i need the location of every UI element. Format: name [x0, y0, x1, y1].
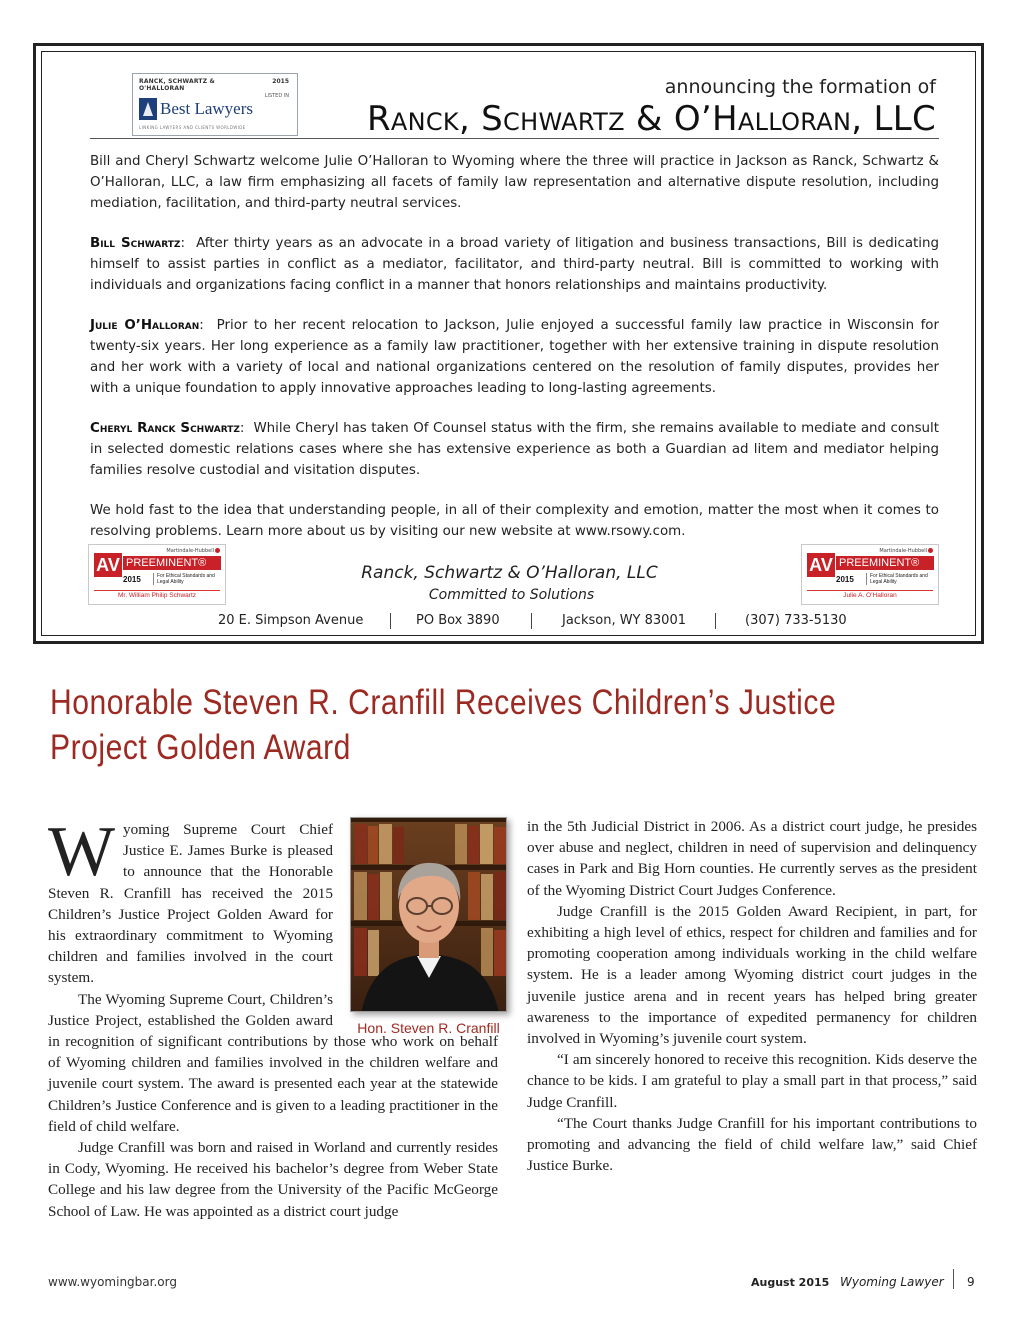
best-lawyers-badge: [132, 73, 298, 136]
av-person: Mr. William Philip Schwartz: [94, 590, 220, 601]
ad-body: [90, 151, 939, 561]
drop-cap: W: [48, 813, 116, 891]
contact-phone: (307) 733-5130: [745, 613, 847, 628]
best-lawyers-listed: LISTED IN: [264, 93, 289, 99]
preeminent-label: PREEMINENT®: [123, 556, 221, 570]
ad-contact-row: [212, 611, 852, 631]
bio-text: After thirty years as an advocate in a broad variety of litigation and business transactions, Bill is dedicating himself to assist parties in conflict as a mediator, facilitator, and third-party neutral. Bill is committed to working with individuals and organizations facing conflict in a manner that honors relationships and maintains productivity.: [90, 236, 939, 293]
av-standards: For Ethical Standards and Legal Ability: [153, 573, 223, 585]
firm-title: Ranck, Schwartz & O’Halloran, LLC: [366, 99, 936, 139]
photo-wrap-spacer: [333, 819, 498, 1031]
av-year: 2015: [123, 575, 141, 584]
preeminent-label: PREEMINENT®: [836, 556, 934, 570]
ad-footer-firm-name: Ranck, Schwartz & O’Halloran, LLC: [361, 563, 658, 583]
footer-website: www.wyomingbar.org: [48, 1275, 177, 1289]
bio-text: While Cheryl has taken Of Counsel status with the firm, she remains available to mediate and consult in selected domestic relations cases where she has extensive experience as both a Guardian ad litem and mediator helping families resolve custodial and visitation disputes.: [90, 421, 939, 478]
contact-separator: [390, 613, 391, 629]
av-rating: AV: [94, 553, 122, 577]
article-column-right: [527, 816, 977, 1176]
contact-address: 20 E. Simpson Avenue: [218, 613, 364, 628]
best-lawyers-name: Best Lawyers: [160, 99, 254, 118]
ad-closing: We hold fast to the idea that understanding people, in all of their complexity and emotion, matter the most when it comes to resolving problems. Learn more about us by visiting our new website at www.rsowy.com.: [90, 503, 939, 539]
best-lawyers-tagline: LINKING LAWYERS AND CLIENTS WORLDWIDE: [139, 125, 246, 130]
announcement-ad-inner: [41, 51, 976, 636]
article-paragraph: Judge Cranfill is the 2015 Golden Award Recipient, in part, for exhibiting a high level of ethics, respect for children and families and for promoting cooperation among individuals working in the child welfare system. He is a leader among Wyoming district court judges in the juvenile justice arena and in recent years has helped bring greater awareness to the importance of expedited permanency for children involved in Wyoming’s juvenile court system.: [527, 902, 977, 1048]
article-column-left: [48, 813, 498, 1222]
footer-issue-date: August 2015: [751, 1276, 830, 1289]
martindale-hubbell-label: Martindale-Hubbell: [166, 548, 220, 554]
bio-text: Prior to her recent relocation to Jackson, Julie enjoyed a successful family law practice in Wisconsin for twenty-six years. Her long experience as a family law practitioner, together with her extensive training in dispute resolution and her work with a variety of local and national organizations centered on the resolution of family disputes, provides her with a unique foundation to apply innovative approaches leading to long-lasting agreements.: [90, 318, 939, 396]
contact-city: Jackson, WY 83001: [562, 613, 686, 628]
ad-footer-slogan: Committed to Solutions: [428, 587, 595, 603]
martindale-hubbell-label: Martindale-Hubbell: [879, 548, 933, 554]
article-headline: Honorable Steven R. Cranfill Receives Children’s Justice Project Golden Award: [50, 683, 837, 767]
av-rating: AV: [807, 553, 835, 577]
photo-caption: Hon. Steven R. Cranfill: [357, 1020, 500, 1036]
announcement-ad: [33, 43, 984, 644]
best-lawyers-logo-icon: [139, 98, 157, 120]
contact-separator: [715, 613, 716, 629]
article-paragraph: in the 5th Judicial District in 2006. As a district court judge, he presides over abuse and neglect, children in need of supervision and delinquency cases in Park and Big Horn counties. He currently serves as the president of the Wyoming District Court Judges Conference.: [527, 818, 977, 899]
footer-magazine-name: Wyoming Lawyer: [840, 1275, 944, 1289]
ad-divider: [90, 138, 939, 139]
announcing-text: announcing the formation of: [664, 76, 936, 98]
bio-paragraph: Bill Schwartz: After thirty years as an advocate in a broad variety of litigation and business transactions, Bill is dedicating himself to assist parties in conflict as a mediator, facilitator, and third-party neutral. Bill is committed to working with individuals and organizations facing conflict in a manner that honors relationships and maintains productivity.: [90, 236, 939, 293]
ad-intro: Bill and Cheryl Schwartz welcome Julie O’Halloran to Wyoming where the three will practice in Jackson as Ranck, Schwartz & O’Halloran, LLC, a law firm emphasizing all facets of family law representation and alternative dispute resolution, including mediation, facilitation, and third-party neutral services.: [90, 154, 939, 211]
best-lawyers-year: 2015: [272, 78, 289, 85]
article-paragraph: Judge Cranfill was born and raised in Worland and currently resides in Cody, Wyoming. He received his bachelor’s degree from Weber State College and his law degree from the University of the Pacific McGeorge School of Law. He was appointed as a district court judge: [48, 1139, 498, 1220]
bio-name: Cheryl Ranck Schwartz: [90, 421, 240, 436]
footer-separator: [953, 1269, 954, 1289]
bio-name: Bill Schwartz: [90, 236, 181, 251]
av-year: 2015: [836, 575, 854, 584]
av-standards: For Ethical Standards and Legal Ability: [866, 573, 936, 585]
contact-separator: [531, 613, 532, 629]
bio-paragraph: Cheryl Ranck Schwartz: While Cheryl has taken Of Counsel status with the firm, she remains available to mediate and consult in selected domestic relations cases where she has extensive experience as both a Guardian ad litem and mediator helping families resolve custodial and visitation disputes.: [90, 421, 939, 478]
contact-po-box: PO Box 3890: [416, 613, 500, 628]
bio-paragraph: Julie O’Halloran: Prior to her recent relocation to Jackson, Julie enjoyed a successful family law practice in Wisconsin for twenty-six years. Her long experience as a family law practitioner, together with her extensive training in dispute resolution and her work with a variety of local and national organizations centered on the resolution of family disputes, provides her with a unique foundation to apply innovative approaches leading to long-lasting agreements.: [90, 318, 939, 396]
av-person: Julie A. O’Halloran: [807, 590, 933, 601]
bio-name: Julie O’Halloran: [90, 318, 200, 333]
article-paragraph: “The Court thanks Judge Cranfill for his important contributions to promoting and advancing the field of child welfare law,” said Chief Justice Burke.: [527, 1114, 977, 1175]
article-paragraph: Wyoming Supreme Court Chief Justice E. James Burke is pleased to announce that the Honorable Steven R. Cranfill has received the 2015 Children’s Justice Project Golden Award for his extraordinary commitment to Wyoming children and families involved in the court system.: [48, 813, 333, 987]
footer-page-number: 9: [967, 1275, 975, 1289]
martindale-dot-icon: [928, 548, 933, 553]
martindale-dot-icon: [215, 548, 220, 553]
article-paragraph: The Wyoming Supreme Court, Children’s Justice Project, established the Golden award in recognition of significant contributions by those who work on behalf of Wyoming children and families involved in the children welfare and juvenile court system. The award is presented each year at the statewide Children’s Justice Conference and is given to a leading practitioner in the field of child welfare.: [48, 990, 498, 1135]
best-lawyers-firm: RANCK, SCHWARTZ & O'HALLORAN: [139, 78, 215, 92]
article-paragraph: “I am sincerely honored to receive this recognition. Kids deserve the chance to be kids. I am grateful to play a small part in that process,” said Judge Cranfill.: [527, 1051, 977, 1111]
